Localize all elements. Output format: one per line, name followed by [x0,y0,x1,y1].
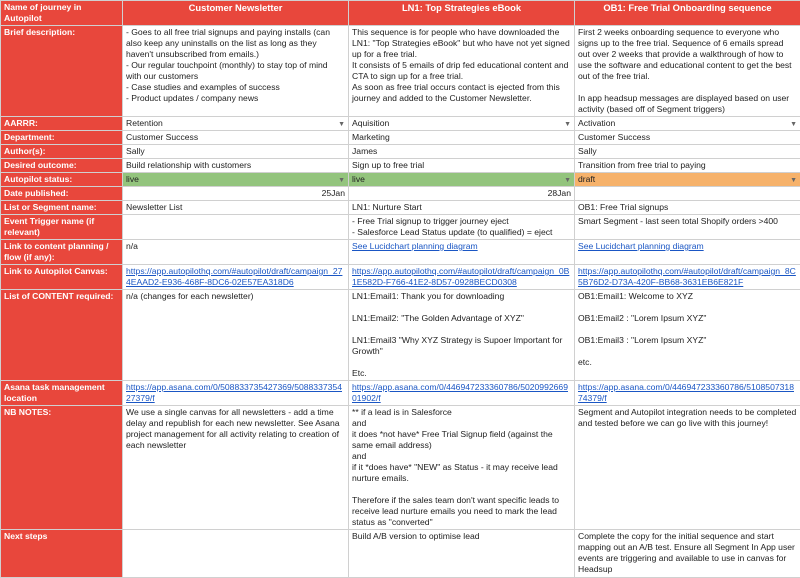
content-col2-line: LN1:Email3 "Why XYZ Strategy is Supoer Important for Growth" [352,335,571,357]
date-col3[interactable] [575,187,800,201]
dropdown-arrow-icon[interactable]: ▼ [790,119,797,130]
brief-col2-line: It consists of 5 emails of drip fed educational content and CTA to sign up for a free trial. [352,60,571,82]
planning-col3[interactable] [575,240,800,265]
lucidchart-link[interactable]: See Lucidchart planning diagram [578,241,704,251]
authors-label[interactable]: Author(s): [1,145,123,159]
outcome-col2[interactable]: Sign up to free trial [349,159,575,173]
outcome-label[interactable]: Desired outcome: [1,159,123,173]
notes-row [1,406,800,530]
brief-label[interactable]: Brief description: [1,26,123,117]
asana-col1[interactable] [123,381,349,406]
content-col3-line: OB1:Email3 : "Lorem Ipsum XYZ" [578,335,797,346]
trigger-label[interactable]: Event Trigger name (if relevant) [1,215,123,240]
outcome-row [1,159,800,173]
notes-col2-line: it does *not have* Free Trial Signup field (against the same email address) [352,429,571,451]
aarrr-label[interactable]: AARRR: [1,117,123,131]
canvas-label[interactable]: Link to Autopilot Canvas: [1,265,123,290]
next-steps-col3[interactable]: Complete the copy for the initial sequence and start mapping out an A/B test. Ensure all Segment In App user events are triggering and available to use in canvas for Headsup [575,530,800,578]
aarrr-dropdown-col3[interactable] [575,117,800,131]
brief-col3[interactable] [575,26,800,117]
department-label[interactable]: Department: [1,131,123,145]
dropdown-arrow-icon[interactable]: ▼ [338,175,345,186]
dropdown-arrow-icon[interactable]: ▼ [338,119,345,130]
canvas-row [1,265,800,290]
asana-link[interactable]: https://app.asana.com/0/508833735427369/508833735427379/f [126,382,342,403]
trigger-col2-line: - Free Trial signup to trigger journey eject [352,216,571,227]
aarrr-value: Aquisition [352,118,389,128]
date-col1[interactable]: 25Jan [123,187,349,201]
content-row [1,290,800,381]
header-row [1,1,800,26]
content-col3-line: etc. [578,357,797,368]
planning-col2[interactable] [349,240,575,265]
date-label[interactable]: Date published: [1,187,123,201]
asana-col3[interactable] [575,381,800,406]
brief-col2-line: This sequence is for people who have downloaded the LN1: "Top Strategies eBook" but who have not yet signed up for a free trial. [352,27,571,60]
status-value: live [126,174,139,184]
brief-col1-line: - Our regular touchpoint (monthly) to stay top of mind with our customers [126,60,345,82]
status-dropdown-col2[interactable] [349,173,575,187]
planning-col1[interactable]: n/a [123,240,349,265]
department-col2[interactable]: Marketing [349,131,575,145]
lucidchart-link[interactable]: See Lucidchart planning diagram [352,241,478,251]
content-col2-line: Etc. [352,368,571,379]
next-steps-label[interactable]: Next steps [1,530,123,578]
canvas-col2[interactable] [349,265,575,290]
content-col3-line: OB1:Email2 : "Lorem Ipsum XYZ" [578,313,797,324]
notes-col3[interactable]: Segment and Autopilot integration needs to be completed and tested before we can go live with this journey! [575,406,800,530]
autopilot-canvas-link[interactable]: https://app.autopilothq.com/#autopilot/draft/campaign_0B1E582D-F766-41E2-8D57-0928BECD0308 [352,266,569,287]
aarrr-dropdown-col1[interactable] [123,117,349,131]
planning-label[interactable]: Link to content planning / flow (if any): [1,240,123,265]
aarrr-value: Activation [578,118,615,128]
asana-label[interactable]: Asana task management location [1,381,123,406]
autopilot-canvas-link[interactable]: https://app.autopilothq.com/#autopilot/draft/campaign_274EAAD2-E936-468F-8DC6-02E57EA318D6 [126,266,342,287]
department-col1[interactable]: Customer Success [123,131,349,145]
aarrr-dropdown-col2[interactable] [349,117,575,131]
status-label[interactable]: Autopilot status: [1,173,123,187]
asana-link[interactable]: https://app.asana.com/0/446947233360786/502099266901902/f [352,382,568,403]
dropdown-arrow-icon[interactable]: ▼ [564,175,571,186]
date-col2[interactable]: 28Jan [349,187,575,201]
notes-col1[interactable]: We use a single canvas for all newsletters - add a time delay and republish for each new newsletter. See Asana project management for all activity relating to creation of each newsletter [123,406,349,530]
notes-label[interactable]: NB NOTES: [1,406,123,530]
header-corner-cell[interactable]: Name of journey in Autopilot [1,1,123,26]
list-col3[interactable]: OB1: Free Trial signups [575,201,800,215]
list-col1[interactable]: Newsletter List [123,201,349,215]
next-steps-col2[interactable]: Build A/B version to optimise lead [349,530,575,578]
department-row [1,131,800,145]
brief-col1[interactable] [123,26,349,117]
notes-col2-line: if it *does have* "NEW" as Status - it may receive lead nurture emails. [352,462,571,484]
aarrr-row [1,117,800,131]
department-col3[interactable]: Customer Success [575,131,800,145]
content-col1[interactable]: n/a (changes for each newsletter) [123,290,349,381]
dropdown-arrow-icon[interactable]: ▼ [564,119,571,130]
header-col3[interactable]: OB1: Free Trial Onboarding sequence [575,1,800,26]
trigger-col1[interactable] [123,215,349,240]
authors-col3[interactable]: Sally [575,145,800,159]
brief-col3-line: First 2 weeks onboarding sequence to everyone who signs up to the free trial. Sequence of 6 emails spread out over 2 weeks that provide a walkthrough of how to use the software and educational content to get the best out of the free trial. [578,27,797,82]
content-col3[interactable] [575,290,800,381]
content-col2[interactable] [349,290,575,381]
notes-col2-line: and [352,418,571,429]
trigger-col3[interactable]: Smart Segment - last seen total Shopify orders >400 [575,215,800,240]
trigger-row [1,215,800,240]
brief-col1-line: - Product updates / company news [126,93,345,104]
status-row [1,173,800,187]
brief-col1-line: - Case studies and examples of success [126,82,345,93]
asana-col2[interactable] [349,381,575,406]
authors-col1[interactable]: Sally [123,145,349,159]
status-dropdown-col3[interactable] [575,173,800,187]
content-col3-line: OB1:Email1: Welcome to XYZ [578,291,797,302]
canvas-col1[interactable] [123,265,349,290]
trigger-col2-line: - Salesforce Lead Status update (to qualified) = eject [352,227,571,238]
brief-row [1,26,800,117]
list-row [1,201,800,215]
list-col2[interactable]: LN1: Nurture Start [349,201,575,215]
outcome-col1[interactable]: Build relationship with customers [123,159,349,173]
trigger-col2[interactable] [349,215,575,240]
brief-col3-line: In app headsup messages are displayed based on user activity (based off of Segment triggers) [578,93,797,115]
notes-col2-line: and [352,451,571,462]
status-value: draft [578,174,595,184]
next-steps-row [1,530,800,578]
aarrr-value: Retention [126,118,163,128]
autopilot-canvas-link[interactable]: https://app.autopilothq.com/#autopilot/draft/campaign_8C5B76D2-D73A-420F-BB68-3631EB6E821F [578,266,796,287]
outcome-col3[interactable]: Transition from free trial to paying [575,159,800,173]
notes-col2-line: ** if a lead is in Salesforce [352,407,571,418]
header-col1[interactable]: Customer Newsletter [123,1,349,26]
notes-col2[interactable] [349,406,575,530]
content-col2-line: LN1:Email2: "The Golden Advantage of XYZ" [352,313,571,324]
status-value: live [352,174,365,184]
authors-row [1,145,800,159]
asana-row [1,381,800,406]
next-steps-col1[interactable] [123,530,349,578]
date-row [1,187,800,201]
list-label[interactable]: List or Segment name: [1,201,123,215]
planning-row [1,240,800,265]
header-col2[interactable]: LN1: Top Strategies eBook [349,1,575,26]
brief-col2[interactable] [349,26,575,117]
authors-col2[interactable]: James [349,145,575,159]
brief-col1-line: - Goes to all free trial signups and paying installs (can also keep any uninstalls on the list as long as they haven't unsubscribed from emails.) [126,27,345,60]
brief-col2-line: As soon as free trial occurs contact is ejected from this journey and added to the Customer Newsletter. [352,82,571,104]
canvas-col3[interactable] [575,265,800,290]
status-dropdown-col1[interactable] [123,173,349,187]
content-col2-line: LN1:Email1: Thank you for downloading [352,291,571,302]
dropdown-arrow-icon[interactable]: ▼ [790,175,797,186]
content-label[interactable]: List of CONTENT required: [1,290,123,381]
notes-col2-line: Therefore if the sales team don't want specific leads to receive lead nurture emails you need to mark the lead status as "converted" [352,495,571,528]
asana-link[interactable]: https://app.asana.com/0/446947233360786/510850731874379/f [578,382,794,403]
